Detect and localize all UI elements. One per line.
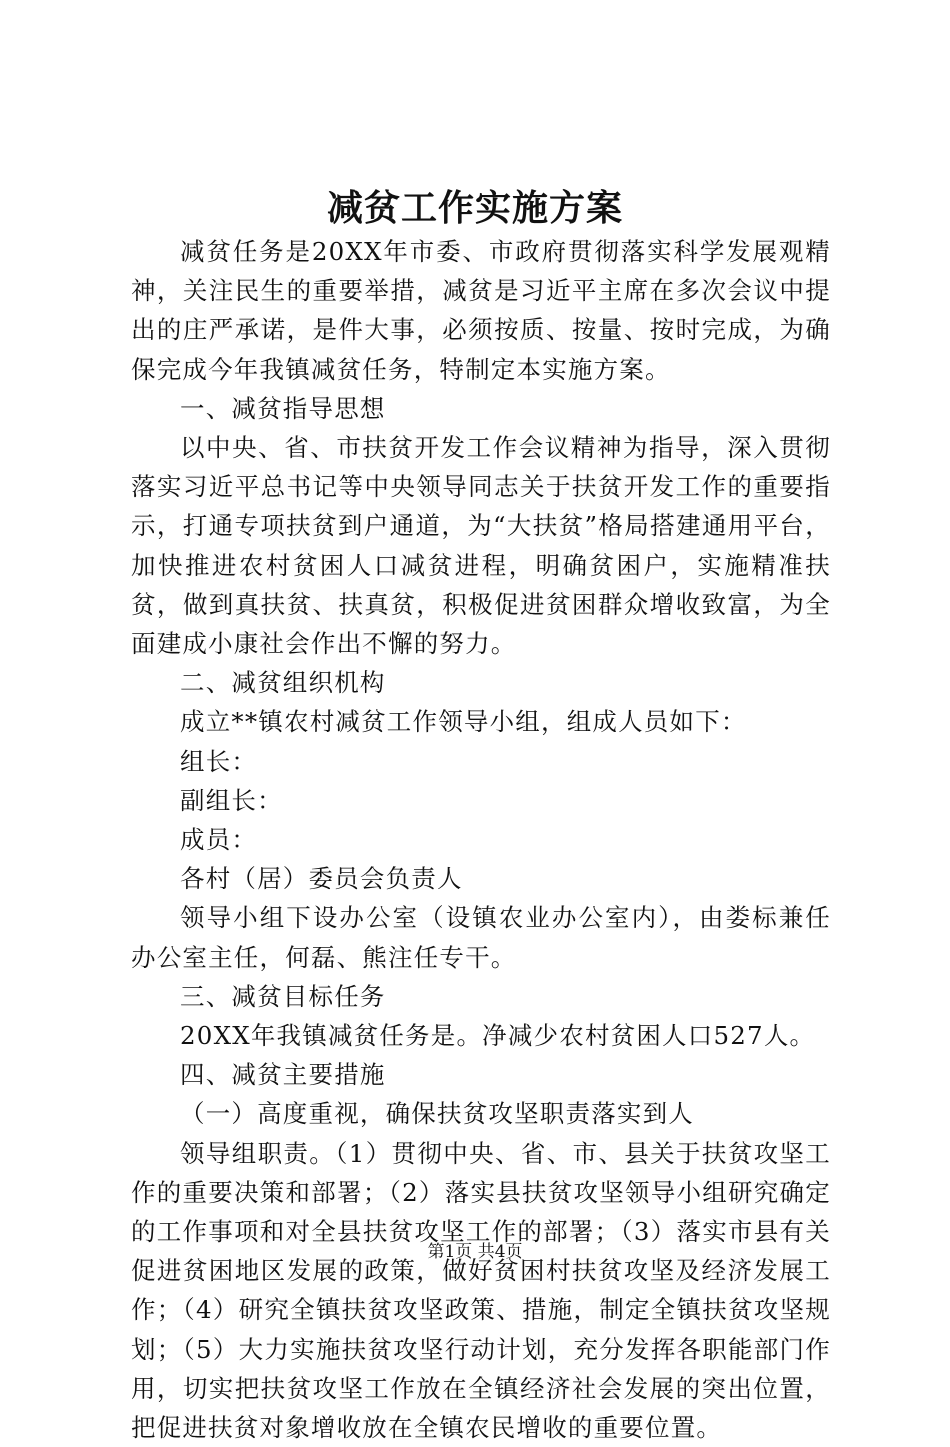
section-heading-4: 四、减贫主要措施	[180, 1060, 386, 1090]
section-heading-3: 三、减贫目标任务	[180, 981, 386, 1011]
members-line: 成员：	[180, 825, 258, 855]
intro-paragraph: 减贫任务是20XX年市委、市政府贯彻落实科学发展观精神，关注民生的重要举措，减贫是习近平主席在多次会议中提出的庄严承诺，是件大事，必须按质、按量、按时完成，为确保完成今年我镇减贫任务，特制定本实施方案。	[131, 237, 831, 384]
document-title: 减贫工作实施方案	[326, 187, 623, 229]
section-heading-1: 一、减贫指导思想	[180, 393, 386, 423]
subsection-heading-1: （一）高度重视，确保扶贫攻坚职责落实到人	[180, 1099, 694, 1129]
duties-paragraph: 领导组职责。（1）贯彻中央、省、市、县关于扶贫攻坚工作的重要决策和部署；（2）落实县扶贫攻坚领导小组研究确定的工作事项和对全县扶贫攻坚工作的部署；（3）落实市县有关促进贫困地区发展的政策，做好贫困村扶贫攻坚及经济发展工作；（4）研究全镇扶贫攻坚政策、措施，制定全镇扶贫攻坚规划；（5）大力实施扶贫攻坚行动计划，充分发挥各职能部门作用，切实把扶贫攻坚工作放在全镇经济社会发展的突出位置，把促进扶贫对象增收放在全镇农民增收的重要位置。	[131, 1138, 831, 1443]
organization-paragraph: 成立**镇农村减贫工作领导小组，组成人员如下：	[180, 707, 747, 737]
deputy-leader-line: 副组长：	[180, 785, 283, 815]
document-body	[131, 232, 831, 1447]
page-footer: 第1页 共4页	[427, 1242, 523, 1262]
committee-line: 各村（居）委员会负责人	[180, 864, 463, 894]
office-paragraph: 领导小组下设办公室（设镇农业办公室内），由娄标兼任办公室主任，何磊、熊注任专干。	[131, 903, 831, 972]
section-heading-2: 二、减贫组织机构	[180, 668, 386, 698]
target-paragraph: 20XX年我镇减贫任务是。净减少农村贫困人口527人。	[180, 1021, 816, 1051]
guiding-ideology-paragraph: 以中央、省、市扶贫开发工作会议精神为指导，深入贯彻落实习近平总书记等中央领导同志关于扶贫开发工作的重要指示，打通专项扶贫到户通道，为“大扶贫”格局搭建通用平台，加快推进农村贫困人口减贫进程，明确贫困户，实施精准扶贫，做到真扶贫、扶真贫，积极促进贫困群众增收致富，为全面建成小康社会作出不懈的努力。	[131, 433, 831, 659]
leader-line: 组长：	[180, 746, 258, 776]
